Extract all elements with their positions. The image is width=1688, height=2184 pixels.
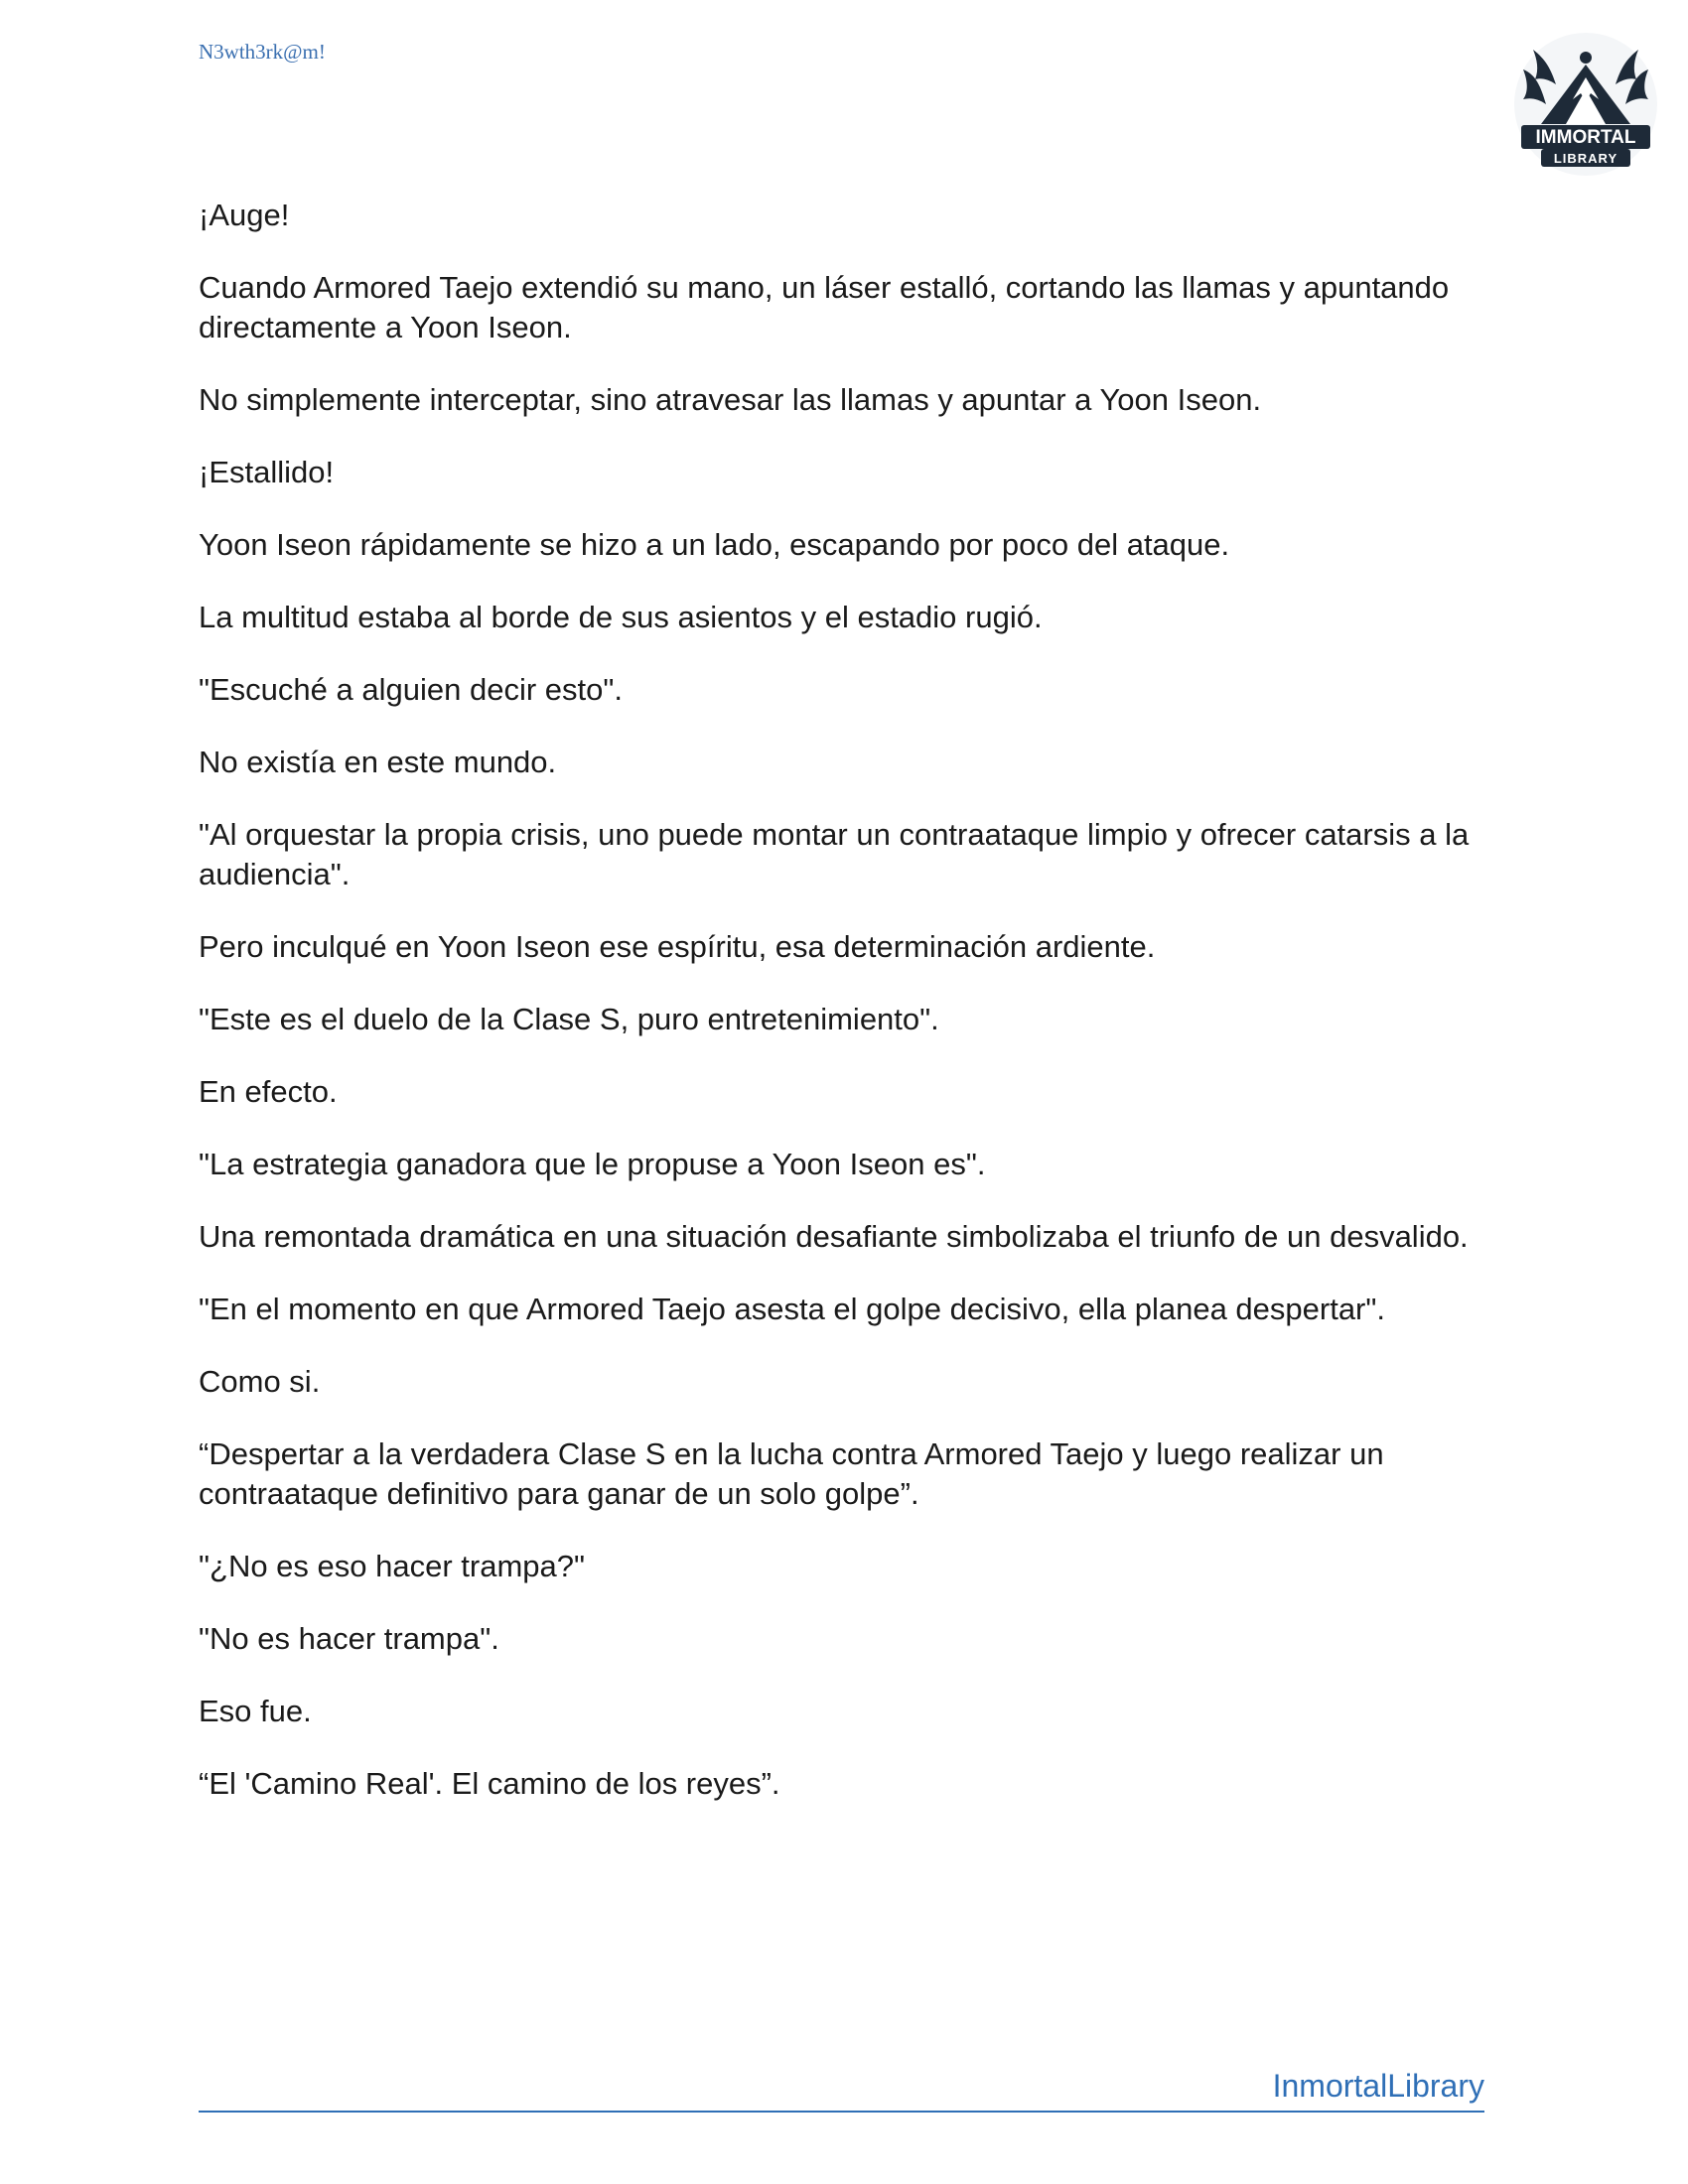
- paragraph: Eso fue.: [199, 1694, 312, 1728]
- paragraph: "Escuché a alguien decir esto".: [199, 672, 623, 707]
- logo-emblem-icon: [1511, 30, 1660, 179]
- paragraph: "Este es el duelo de la Clase S, puro entretenimiento".: [199, 1002, 939, 1036]
- paragraph: Una remontada dramática en una situación desafiante simbolizaba el triunfo de un desvalido.: [199, 1219, 1469, 1254]
- paragraph: "En el momento en que Armored Taejo asesta el golpe decisivo, ella planea despertar".: [199, 1292, 1385, 1326]
- paragraph: Como si.: [199, 1364, 321, 1399]
- footer-inmortal-library-link[interactable]: InmortalLibrary: [199, 2068, 1484, 2113]
- paragraph: "Al orquestar la propia crisis, uno puede montar un contraataque limpio y ofrecer catarsis a la audiencia".: [199, 817, 1470, 891]
- paragraph: La multitud estaba al borde de sus asientos y el estadio rugió.: [199, 600, 1043, 634]
- paragraph: "No es hacer trampa".: [199, 1621, 499, 1656]
- logo-line1: IMMORTAL: [1535, 127, 1636, 148]
- paragraph: “Despertar a la verdadera Clase S en la lucha contra Armored Taejo y luego realizar un contraataque definitivo para ganar de un solo golpe”.: [199, 1436, 1384, 1511]
- paragraph: "¿No es eso hacer trampa?": [199, 1549, 586, 1583]
- document-body: [199, 196, 1489, 1837]
- logo-line2: LIBRARY: [1553, 151, 1618, 166]
- immortal-library-logo: [1511, 30, 1660, 179]
- paragraph: ¡Estallido!: [199, 455, 335, 489]
- paragraph: Yoon Iseon rápidamente se hizo a un lado, escapando por poco del ataque.: [199, 527, 1230, 562]
- header-watermark-text: N3wth3rk@m!: [199, 40, 326, 64]
- paragraph: “El 'Camino Real'. El camino de los reyes”.: [199, 1766, 780, 1801]
- paragraph: No existía en este mundo.: [199, 745, 557, 779]
- paragraph: Pero inculqué en Yoon Iseon ese espíritu, esa determinación ardiente.: [199, 929, 1156, 964]
- paragraph: Cuando Armored Taejo extendió su mano, un láser estalló, cortando las llamas y apuntando directamente a Yoon Iseon.: [199, 270, 1450, 344]
- paragraph: ¡Auge!: [199, 198, 290, 232]
- paragraph: No simplemente interceptar, sino atravesar las llamas y apuntar a Yoon Iseon.: [199, 382, 1262, 417]
- paragraph: En efecto.: [199, 1074, 338, 1109]
- paragraph: "La estrategia ganadora que le propuse a Yoon Iseon es".: [199, 1147, 986, 1181]
